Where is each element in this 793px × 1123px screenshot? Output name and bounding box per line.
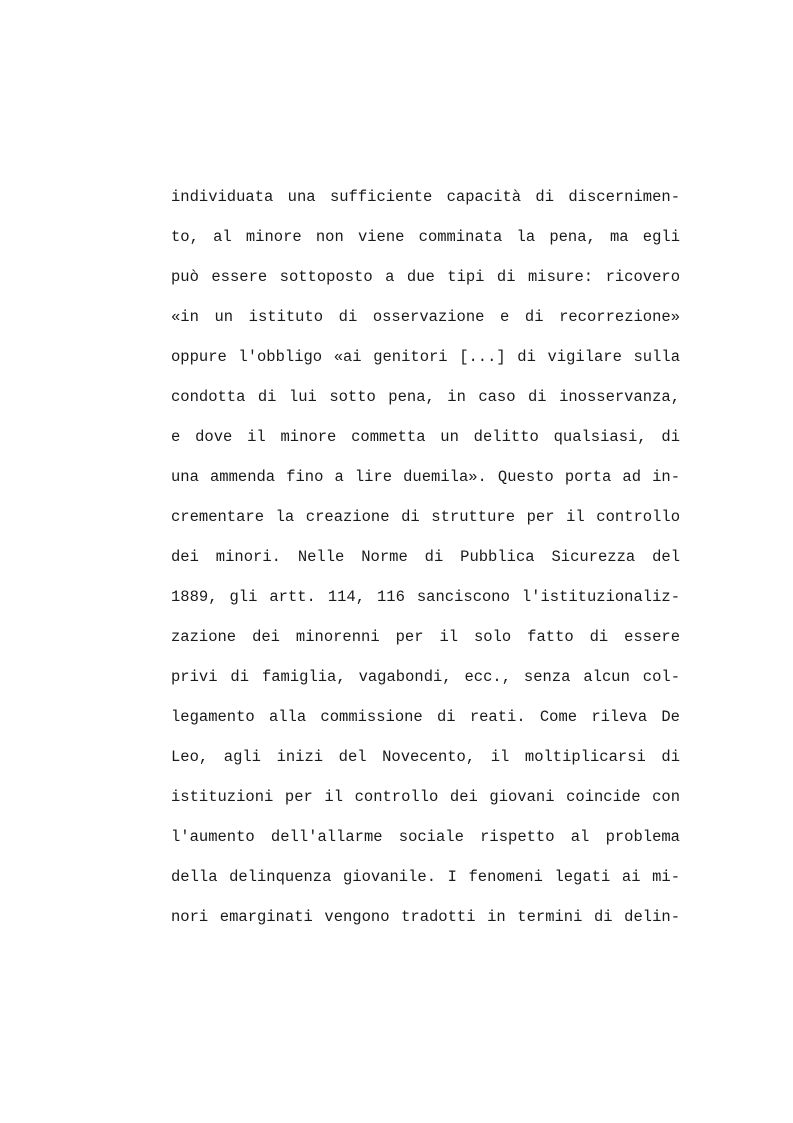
text-line: to, al minore non viene comminata la pena, ma egli: [171, 228, 680, 246]
text-line: può essere sottoposto a due tipi di misure: ricovero: [171, 268, 680, 286]
text-line: individuata una sufficiente capacità di discernimen-: [171, 188, 680, 206]
text-line: privi di famiglia, vagabondi, ecc., senza alcun col-: [171, 668, 680, 686]
text-line: Leo, agli inizi del Novecento, il moltiplicarsi di: [171, 748, 680, 766]
text-line: istituzioni per il controllo dei giovani coincide con: [171, 788, 680, 806]
text-line: una ammenda fino a lire duemila». Questo porta ad in-: [171, 468, 680, 486]
text-line: zazione dei minorenni per il solo fatto di essere: [171, 628, 680, 646]
text-line: dei minori. Nelle Norme di Pubblica Sicurezza del: [171, 548, 680, 566]
text-line: «in un istituto di osservazione e di recorrezione»: [171, 308, 680, 326]
body-paragraph: [171, 183, 680, 943]
text-line: nori emarginati vengono tradotti in termini di delin-: [171, 908, 680, 926]
text-line: e dove il minore commetta un delitto qualsiasi, di: [171, 428, 680, 446]
text-line: oppure l'obbligo «ai genitori [...] di vigilare sulla: [171, 348, 680, 366]
text-line: 1889, gli artt. 114, 116 sanciscono l'istituzionaliz-: [171, 588, 680, 606]
text-line: legamento alla commissione di reati. Come rileva De: [171, 708, 680, 726]
text-line: condotta di lui sotto pena, in caso di inosservanza,: [171, 388, 680, 406]
text-line: l'aumento dell'allarme sociale rispetto al problema: [171, 828, 680, 846]
text-line: crementare la creazione di strutture per il controllo: [171, 508, 680, 526]
text-line: della delinquenza giovanile. I fenomeni legati ai mi-: [171, 868, 680, 886]
